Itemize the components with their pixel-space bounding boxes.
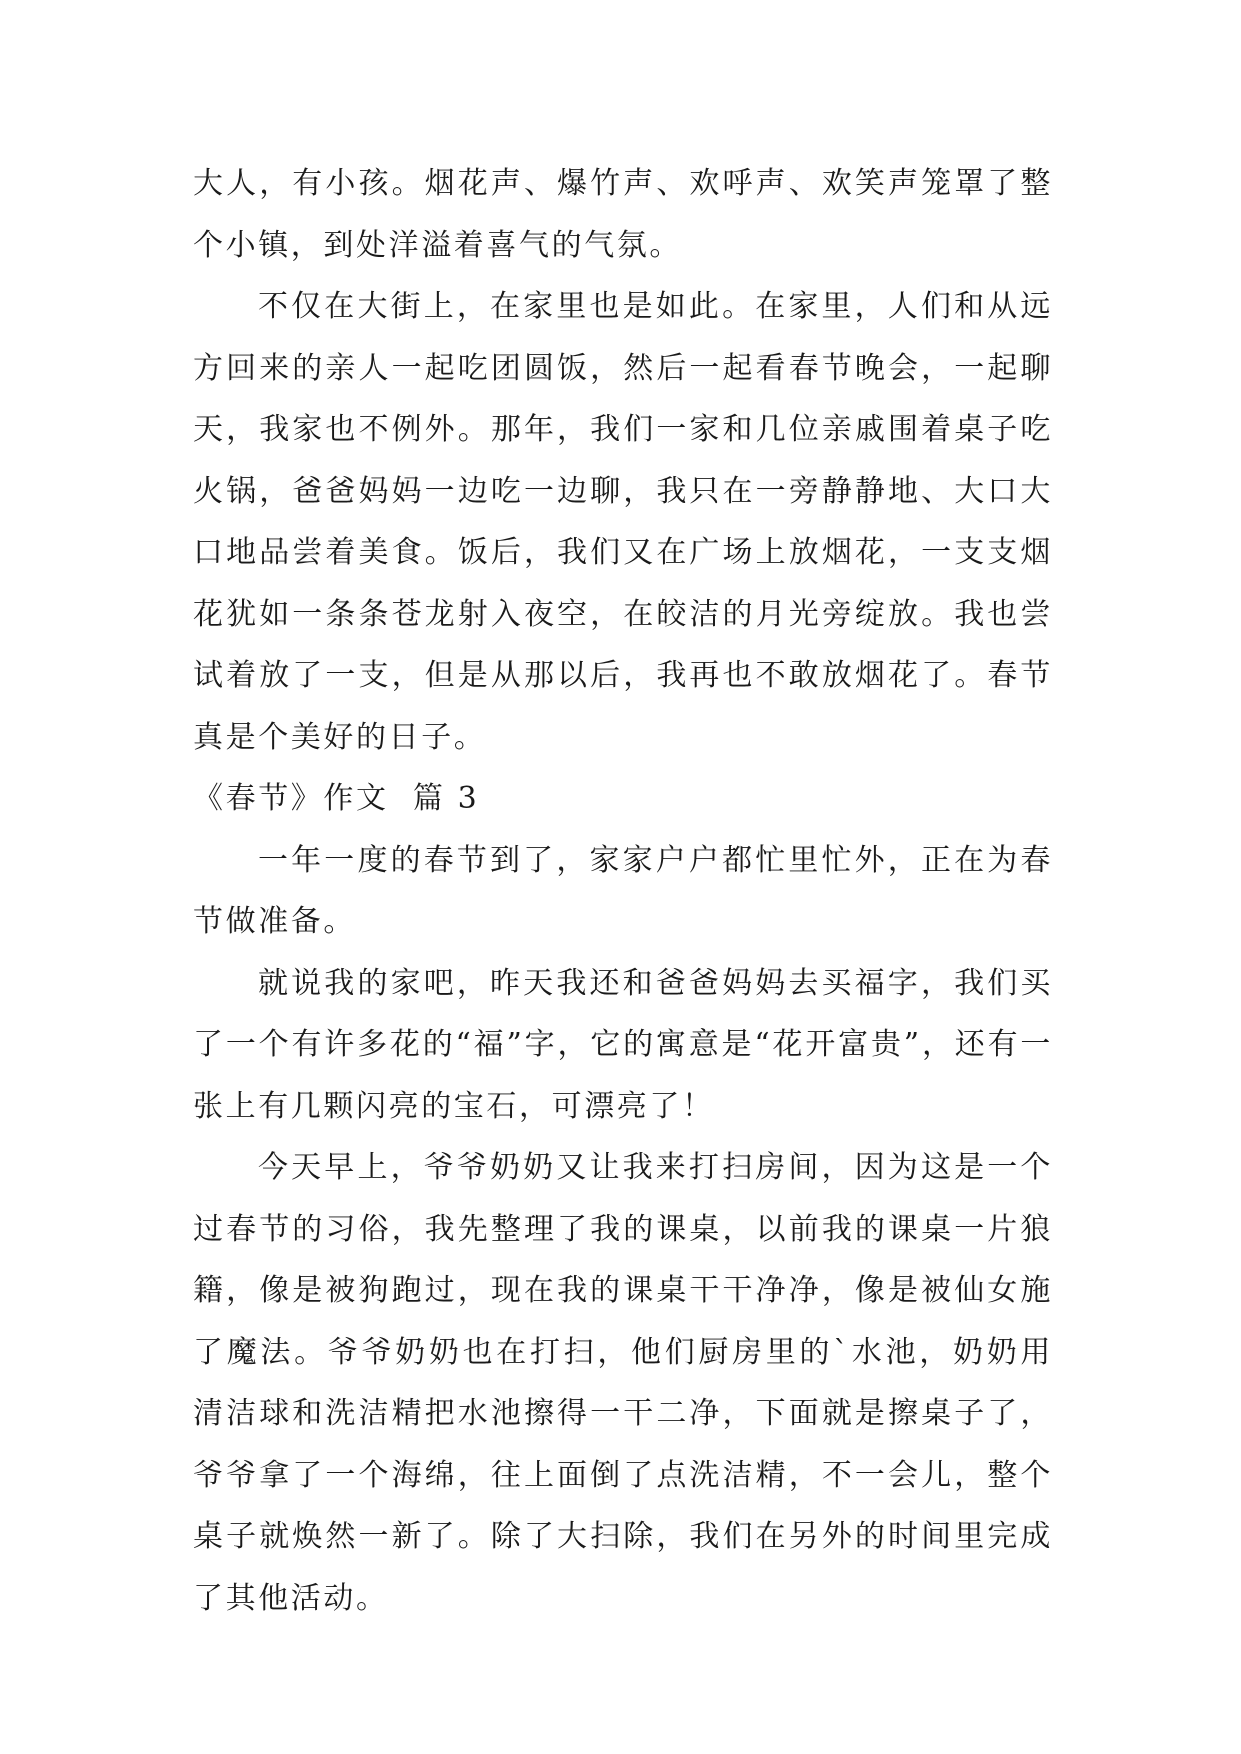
paragraph-1: 大人，有小孩。烟花声、爆竹声、欢呼声、欢笑声笼罩了整个小镇，到处洋溢着喜气的气氛。 <box>193 166 1053 263</box>
section-heading: 《春节》作文 篇 3 <box>193 781 480 816</box>
paragraph-3: 一年一度的春节到了，家家户户都忙里忙外，正在为春节做准备。 <box>193 842 1053 939</box>
paragraph-2: 不仅在大街上，在家里也是如此。在家里，人们和从远方回来的亲人一起吃团圆饭，然后一起看春节晚会，一起聊天，我家也不例外。那年，我们一家和几位亲戚围着桌子吃火锅，爸爸妈妈一边吃一边聊，我只在一旁静静地、大口大口地品尝着美食。饭后，我们又在广场上放烟花，一支支烟花犹如一条条苍龙射入夜空，在皎洁的月光旁绽放。我也尝试着放了一支，但是从那以后，我再也不敢放烟花了。春节真是个美好的日子。 <box>193 289 1053 755</box>
paragraph-4: 就说我的家吧，昨天我还和爸爸妈妈去买福字，我们买了一个有许多花的“福”字，它的寓意是“花开富贵”，还有一张上有几颗闪亮的宝石，可漂亮了！ <box>193 965 1053 1124</box>
paragraph-5: 今天早上，爷爷奶奶又让我来打扫房间，因为这是一个过春节的习俗，我先整理了我的课桌，以前我的课桌一片狼籍，像是被狗跑过，现在我的课桌干干净净，像是被仙女施了魔法。爷爷奶奶也在打扫，他们厨房里的`水池，奶奶用清洁球和洗洁精把水池擦得一干二净，下面就是擦桌子了，爷爷拿了一个海绵，往上面倒了点洗洁精，不一会儿，整个桌子就焕然一新了。除了大扫除，我们在另外的时间里完成了其他活动。 <box>193 1150 1053 1616</box>
document-page <box>193 153 1053 1629</box>
